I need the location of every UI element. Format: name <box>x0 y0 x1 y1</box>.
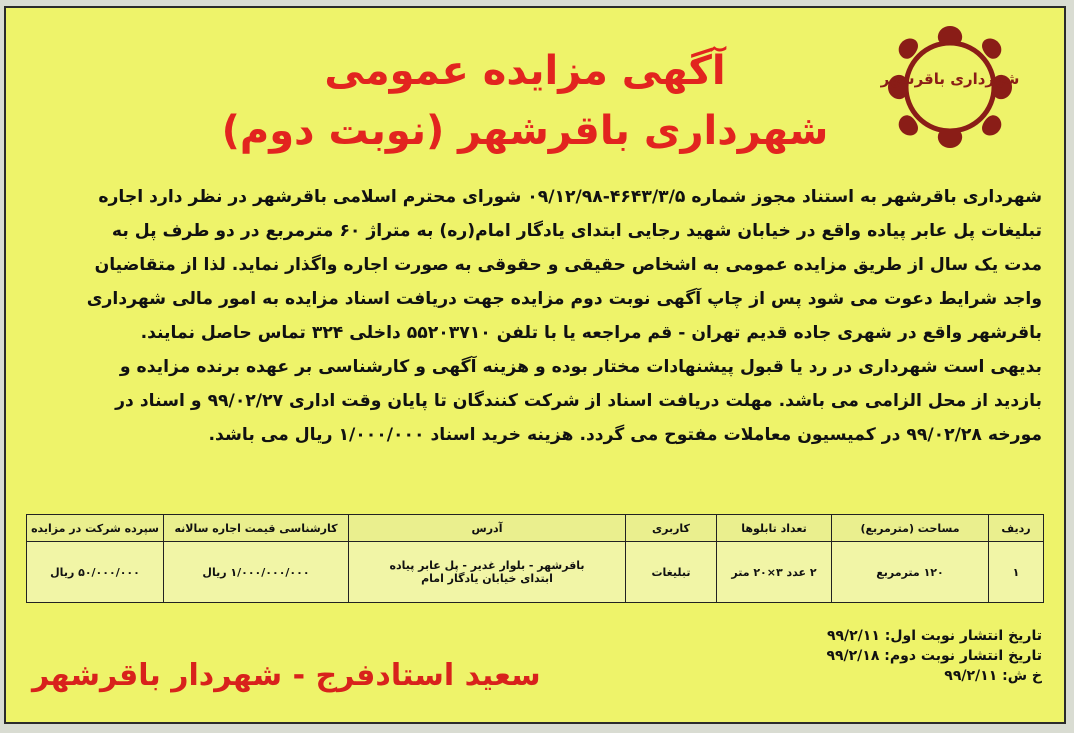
announcement-body <box>24 180 1042 452</box>
advertisement-page <box>4 6 1066 724</box>
title-line-2: شهرداری باقرشهر (نوبت دوم) <box>221 108 829 154</box>
table-row <box>27 542 1044 603</box>
body-line: باقرشهر واقع در شهری جاده قدیم تهران - قم مراجعه یا با تلفن ۵۵۲۰۳۷۱۰ داخلی ۳۲۴ تماس حاصل نمایند. <box>140 323 1042 343</box>
table-header-row <box>27 515 1044 542</box>
mayor-signature: سعید استادفرج - شهردار باقرشهر <box>32 658 541 693</box>
body-line: شهرداری باقرشهر به استناد مجوز شماره ۴۶۴۳/۳/۵-۰۹/۱۲/۹۸ شورای محترم اسلامی باقرشهر در نظر دارد اجاره <box>98 187 1042 207</box>
header-area: مساحت (مترمربع) <box>832 515 989 542</box>
header-usage: کاربری <box>626 515 717 542</box>
address-line-1: باقرشهر - بلوار غدیر - پل عابر پیاده <box>389 559 585 572</box>
cell-address <box>349 542 626 603</box>
reference-code: خ ش: ۹۹/۲/۱۱ <box>944 668 1042 684</box>
cell-boards: ۲ عدد ۳×۲۰ متر <box>717 542 832 603</box>
body-line: بازدید از محل الزامی می باشد. مهلت دریافت اسناد از شرکت کنندگان تا پایان وقت اداری ۹۹/۰۲/۲۷ و اسناد در <box>115 391 1042 411</box>
header-address: آدرس <box>349 515 626 542</box>
header-valuation: کارشناسی قیمت اجاره سالانه <box>164 515 349 542</box>
cell-row-number: ۱ <box>989 542 1044 603</box>
body-line: واجد شرایط دعوت می شود پس از چاپ آگهی نوبت دوم مزایده جهت دریافت اسناد مزایده به امور مالی شهرداری <box>86 289 1042 309</box>
body-line: بدیهی است شهرداری در رد یا قبول پیشنهادات مختار بوده و هزینه آگهی و کارشناسی بر عهده برنده مزایده و <box>119 357 1042 377</box>
header-boards: تعداد تابلوها <box>717 515 832 542</box>
publication-dates <box>826 626 1042 686</box>
auction-table <box>26 514 1044 603</box>
title-line-1: آگهی مزایده عمومی <box>324 48 726 94</box>
cell-valuation: ۱/۰۰۰/۰۰۰/۰۰۰ ریال <box>164 542 349 603</box>
header-row-number: ردیف <box>989 515 1044 542</box>
cell-usage: تبلیغات <box>626 542 717 603</box>
municipality-seal-icon <box>880 22 1020 152</box>
header-deposit: سپرده شرکت در مزایده <box>27 515 164 542</box>
cell-deposit: ۵۰/۰۰۰/۰۰۰ ریال <box>27 542 164 603</box>
cell-area: ۱۲۰ مترمربع <box>832 542 989 603</box>
body-line: تبلیغات پل عابر پیاده واقع در خیابان شهید رجایی ابتدای یادگار امام(ره) به متراژ ۶۰ مترمربع در دو طرف پل به <box>111 221 1042 241</box>
address-line-2: ابتدای خیابان یادگار امام <box>421 572 553 585</box>
second-publication-date: تاریخ انتشار نوبت دوم: ۹۹/۲/۱۸ <box>826 648 1042 664</box>
body-line: مورخه ۹۹/۰۲/۲۸ در کمیسیون معاملات مفتوح می گردد. هزینه خرید اسناد ۱/۰۰۰/۰۰۰ ریال می باشد. <box>208 425 1042 445</box>
svg-text:شهرداری باقرشهر: شهرداری باقرشهر <box>880 70 1020 88</box>
first-publication-date: تاریخ انتشار نوبت اول: ۹۹/۲/۱۱ <box>826 628 1042 644</box>
body-line: مدت یک سال از طریق مزایده عمومی به اشخاص حقیقی و حقوقی به صورت اجاره واگذار نماید. لذا از متقاضیان <box>94 255 1042 275</box>
